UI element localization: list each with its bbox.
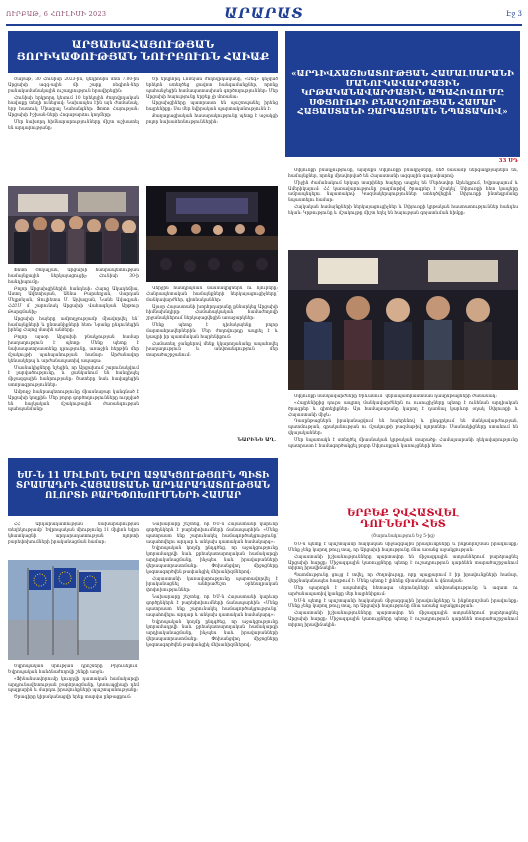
article2-headline-line: ՍՓՅՈՒՌՔԻ ԲՆԱԿՉՈՒԹՅԱՆ ՀԱՄԱՐ	[309, 97, 496, 108]
article3-headline-line: ԵՄ-Ն 11 ՄԻԼԻՈՆ ԵՎՐՈ ԱՋԱԿՑՈՒԹՅՈՒՆ ՊԻՏԻ	[16, 471, 270, 482]
article3-paragraph: Նախարարը շեշտեց, որ ԵՄ-ն Հայաստանի կարևոր գործընկերն է բարեփոխումների ճանապարհին։ «Մենք պատրաստ ենք շարունակել համագործակցությունը՝ ապահովելու արդար և անկախ դատական համակարգ»։	[146, 595, 278, 618]
article3-intro-column	[8, 522, 139, 558]
newspaper-logo: ԱՐԱՐԱՏ	[224, 6, 304, 22]
article3-right-column	[146, 522, 278, 836]
protest-photo-image	[8, 186, 139, 264]
article2-headline	[285, 31, 520, 157]
article4-column	[288, 542, 518, 836]
article2-headline-line: ՀԱՅԱՍՏԱՆԻ ԶԱՐԳԱՑՄԱՆ ՆՊԱՏԱԿՈՎ»	[297, 107, 508, 118]
article1-paragraph: Վերջին հանդիպման մասնակիցներն ու հյուրերը։ Հանրապետական համայնքների ներկայացուցիչները՝ մանկավարժներ, գիտնականներ։	[146, 286, 278, 303]
article2-paragraph: Միջին ժամանակում երկար տարիներ հայերը ապրել են Մերձավոր Արևելքում, Եվրոպայում և Ամերիկայում։ ՀՀ կառավարությունը բազմաթիվ ծրագրեր է մշակել՝ Սփյուռքի հետ կապերը ամրապնդելու նպատակով։ Կազմակերպություններ ստեղծվեցին՝ Սփյուռքի ինտեգրմանը նպաստելու համար։	[288, 180, 518, 204]
eu-flags-photo-image	[8, 560, 139, 660]
article1-center-column	[146, 286, 278, 436]
article3-paragraph: Ծրագիրը կիրականացվի երեք տարվա ընթացքում։	[14, 695, 132, 701]
article4-paragraph: Հայաստանի իշխանությունները պարտավոր են միջազգային ատյաններում բարձրացնել Արցախի հարցը։ Միջազգային կառույցները պետք է ուշադրություն դարձնեն տարածաշրջանում տիրող իրավիճակին։	[288, 554, 518, 572]
article1-paragraph: Ֆոտո Շողալյան, Արցախի հանրապետության համայնքային ներկայացուցիչ։ Հունիսի 30-ի հանդիպումը։	[8, 268, 139, 285]
masthead	[6, 6, 522, 22]
page-number: Էջ 3	[506, 10, 522, 18]
article2-paragraph: Սփյուռքի բնակչությունը, այսինքն Սփյուռքի բնակիչները, մեծ մասամբ ներգաղթյալներն են, համայնքներ, որոնք միավորված են Հայաստանի ազգային գաղափարով։	[288, 168, 518, 179]
article1-headline-line: ԱՐՑԱԽԱՀԱՅՈՒԹՅԱՆ	[71, 39, 215, 52]
article1-paragraph: Եր երկրորդ Լոռեյան ժողովրդականը, «Զեգ» կոչված երեկոն ստեղծեց ցավոտ հանգամանքներ, որոնք պահանջեցին համապատասխան գործողություններ։ Մեր Արցախի հայությունը երբեք չի մոռանա։	[146, 77, 278, 100]
protest-photo	[8, 186, 139, 264]
article1-right-column	[146, 77, 278, 183]
article3-paragraph: ՀՀ Արդարադատության նախարարության տեղեկությամբ՝ Եվրոպական միությունը 11 միլիոն եվրո կհատկացնի արդարադատության ոլորտի բարեփոխումների իրականացման համար։	[8, 522, 139, 545]
article1-paragraph: Մենք պետք է դիմակայենք բոլոր մարտահրավերներին։ Մեր ժողովուրդը ապրել է և կապրի իր պատմական հայրենիքում։	[146, 323, 278, 340]
article1-paragraph: Հունիսի երկրորդ կեսում 10 երեկոյին ժողովրդական հավաքը տեղի ունեցավ։ Նախապես էին այն ժամանակ, երբ հատուկ Միացյալ Նահանգներ։ Ֆոտո Հայության: Արցախի Իշխան-ների Հոգաբարձու կողմերը։	[8, 95, 139, 119]
article1-paragraph: Ամբողջ հանրապետությունը միասնաբար կանգնած է Արցախի կողքին։ Մեր բոլոր գործողությունները ուղղված են հայկական մշակութային ժառանգության պահպանմանը։	[8, 389, 139, 413]
article4-paragraph: Պատմությունը ցույց է տվել, որ ժողովուրդը, որը պայքարում է իր իրավունքների համար, վերջնականապես հաղթում է։ Մենք պետք է լինենք միասնական և վճռական։	[288, 573, 518, 585]
conference-photo-image	[146, 186, 278, 282]
article3-headline-line: ՈԼՈՐՏԻ ԲԱՐԵՓՈԽՈՒՄՆԵՐԻ ՀԱՄԱՐ	[44, 490, 242, 501]
article3-paragraph: Եվրոպական կողմը ընդգծեց, որ աջակցությունը կտրամադրվի նաև քրեակատարողական համակարգի արդիականացմանը, ինչպես նաև իրավաբանների վերապատրաստմանը։ Փոխանցվող միջոցները կօգտագործվեն թափանցիկ մեխանիզմներով։	[146, 619, 278, 648]
header-rule	[6, 24, 522, 26]
article4-headline-line: ԴՈՒՆԵՐԻ ՀԵՏ	[360, 519, 446, 530]
article4-continuation-note: (Շարունակություն Եջ 5-ից)	[371, 534, 435, 539]
eu-flags-photo	[8, 560, 139, 660]
article3-paragraph: Հայաստանի կառավարությունը պարտավորվել է իրականացնել անհրաժեշտ օրենսդրական փոփոխություններ։	[146, 576, 278, 594]
article2-paragraph: Հայկական համայնքների ներկայացուցիչներ և Սփյուռքի կրթական հաստատություններ հանդես եկան։ Կրթությունը և մշակույթը միշտ եղել են հայության գոյատևման հիմքը։	[288, 205, 518, 216]
article1-author: ՆԱՐԻՆԵ ԱՂ.	[237, 437, 276, 443]
issue-date: ՈՒՐԲԱԹ, 6 ՀՈՒԼԻՍԻ 2023	[6, 10, 107, 18]
article2-headline-line: «ԱՐԴԻՎՃԱՇԽԱՏՈՒԹՅԱՆ ՀԱՄԱԼՍԱՐԱՆԻ	[291, 68, 514, 79]
article1-paragraph: Մասնակիցները նշեցին, որ Արցախում շարունակվում է լարվածությունը, և ցանկանում են հանդիպել միջազգային հանրությանը։ Շատերը նաև հավաքեցին ստորագրություններ։	[8, 365, 139, 389]
teachers-photo-image	[288, 250, 518, 390]
article1-paragraph: Մեր նախորդ հիմնարարությունները միշտ աշխատել են արդարությանը։	[8, 119, 139, 131]
article4-paragraph: Մեր պարտքն է ապահովել հետագա սերունդների անվտանգությունը և ազատ ու արժանապատիվ կյանքը մեր հայրենիքում։	[288, 585, 518, 597]
teachers-photo	[288, 250, 518, 390]
article1-paragraph: Համատեղ ջանքերով մենք կկարողանանք ապահովել խաղաղություն և անվտանգություն մեր տարածաշրջանում։	[146, 341, 278, 359]
article1-paragraph: Արցախի հայերը ամբողջությամբ միավորվել են՝ համայնքների և ընտանիքների հետ։ Նրանք ընդունեցին իրենց Հայոց մասին անձերը։	[8, 316, 139, 334]
article1-paragraph: Արցախցիները պատրաստ են պաշտպանել իրենց հայրենիքը։ Սա մեր նվիրական պարտականությունն է։	[146, 101, 278, 113]
article1-paragraph: Բոլոր այսօր Արցախի բնակչության համար խաղաղություն է պետք։ Մենք պետք է նախապատրաստենք դրությունը, առաջին հերթին մեր մշակույթի պահպանության համար։ Արժանավոր կենսակերպ և արժանապատիվ ապագա։	[8, 335, 139, 364]
article4-headline-line: ԵՐԲԵՔ ՉՎՀԱՏՎԵԼ	[347, 508, 459, 519]
article3-paragraph: Եվրոպական միության դրոշները Բրյուսելում՝ Եվրոպական հանձնաժողովի շենքի առջև։	[8, 664, 139, 675]
article1-left-column	[8, 268, 139, 444]
article2-headline-line: ՄԱՆՈՒԿԱՎԱՐԺԱՑԻՆ	[345, 78, 460, 89]
article2-headline-line: ԿՐԹԱԿԱՆԱՎԱՐԺԱՅԻՆ ԱՊԱՀՈՎՈՒՄԸ	[301, 88, 504, 99]
article2-paragraph: Մեր նպատակն է ստեղծել միասնական կրթական տարածք։ Համալսարանի ղեկավարությունը պատրաստ է համագործակցել բոլոր Սփյուռքյան կառույցների հետ։	[288, 437, 518, 449]
article2-author: 33 ՍԴ	[498, 158, 518, 164]
article2-body-column	[288, 394, 518, 504]
article3-headline-line: ՏՐԱՄԱԴՐԻ ՀԱՅԱՍՏԱՆԻ ԱՐԴԱՐԱԴԱՏՈՒԹՅԱՆ	[15, 481, 271, 492]
article4-headline	[288, 508, 518, 530]
article3-paragraph: Եվրոպական կողմը ընդգծեց, որ աջակցությունը կտրամադրվի նաև քրեակատարողական համակարգի արդիականացմանը, ինչպես նաև իրավաբանների վերապատրաստմանը։ Փոխանցվող միջոցները կօգտագործվեն թափանցիկ մեխանիզմներով։	[146, 546, 278, 575]
article2-intro-column	[288, 168, 518, 246]
article2-paragraph: Դասընթացներն իրականացվում են հայերենով և ընդգրկում են մանկավարժության, պատմության, գրականության ու մշակույթի բազմաթիվ ոլորտներ։ Մասնակիցները ստանում են վկայականներ։	[288, 419, 518, 437]
article1-paragraph: Շաբաթ, 30 Հունիսի 2023-ին, կեդրոնին մոտ 7.00-ին Արցախի ազգ-ային մի շարք ռեգիոն-ներ բանակամանակային ուշադրություն հրավիրեցին։	[8, 77, 139, 94]
article3-paragraph: Նախարարը շեշտեց, որ ԵՄ-ն Հայաստանի կարևոր գործընկերն է բարեփոխումների ճանապարհին։ «Մենք պատրաստ ենք շարունակել համագործակցությունը՝ ապահովելու արդար և անկախ դատական համակարգ»։	[146, 522, 278, 545]
article1-intro-column	[8, 77, 139, 183]
article3-headline	[8, 458, 278, 516]
article3-left-column	[8, 664, 139, 836]
article4-paragraph: Հայաստանի իշխանությունները պարտավոր են միջազգային ատյաններում բարձրացնել Արցախի հարցը։ Միջազգային կառույցները պետք է ուշադրություն դարձնեն տարածաշրջանում տիրող իրավիճակին։	[288, 611, 518, 628]
article1-paragraph: Բոլոր Արցախցիներին հանդեսի։ Հայոց Ակադեմիա, Աստղ Ավետիսյան, Աննա Բարսեղյան, Վարդան Մելքոնյան, Ջուլիետա Մ. Այվազյան, Նանե Ավագյան։ ՀՀԸՄ մ շարունակ Արցախի Վահագնյան Արթուր Թարգմանիչ։	[8, 286, 139, 315]
article2-paragraph: «Հայրենիքից դուրս ապրող մանկավարժներն ու ուսուցիչները պետք է ունենան արդիական ծրագրեր և գիտելիքներ։ Այս համալսարանը կարող է դառնալ կարևոր օղակ Սփյուռքի և Հայաստանի միջև։	[288, 400, 518, 418]
article4-paragraph: ԵՄ-ն պետք է պաշտպանի հայկական միջազգային իրավունքները և ինքնորոշման իրավունքը։ Մենք չենք կարող թույլ տալ, որ Արցախի հայությունը մնա առանց աջակցության։	[288, 542, 518, 553]
article1-paragraph: Այսօր Հայաստանի խորհրդարանը քննարկեց Արցախի հիմնախնդիրը։ Համահայկական համաժողովի շրջանակներում ներկայացվեցին առաջարկներ։	[146, 304, 278, 322]
article1-headline	[8, 31, 278, 73]
conference-photo	[146, 186, 278, 282]
article4-paragraph: ԵՄ-ն պետք է պաշտպանի հայկական միջազգային իրավունքները և ինքնորոշման իրավունքը։ Մենք չենք կարող թույլ տալ, որ Արցախի հայությունը մնա առանց աջակցության։	[288, 598, 518, 610]
article1-paragraph: Քաղաքացիական հասարակությունը պետք է աջակցի բոլոր նախաձեռնություններին։	[146, 114, 278, 125]
article2-paragraph: Սփյուռքի մանկավարժները Երևանում՝ վերապատրաստման դասընթացների ժամանակ։	[294, 394, 497, 399]
article3-paragraph: «Ֆինանսավորումը կուղղվի դատական համակարգի արդյունավետության բարձրացմանը, կոռուպցիայի դեմ պայքարին և մարդու իրավունքների պաշտպանությանը։	[8, 676, 139, 694]
article1-headline-line: ՅՈՐԻԿԱՓՈՒԹՅԱՆ ՆՈՒՐԲՈՒՌՆ ՀԱԻԱՔ	[16, 51, 270, 63]
